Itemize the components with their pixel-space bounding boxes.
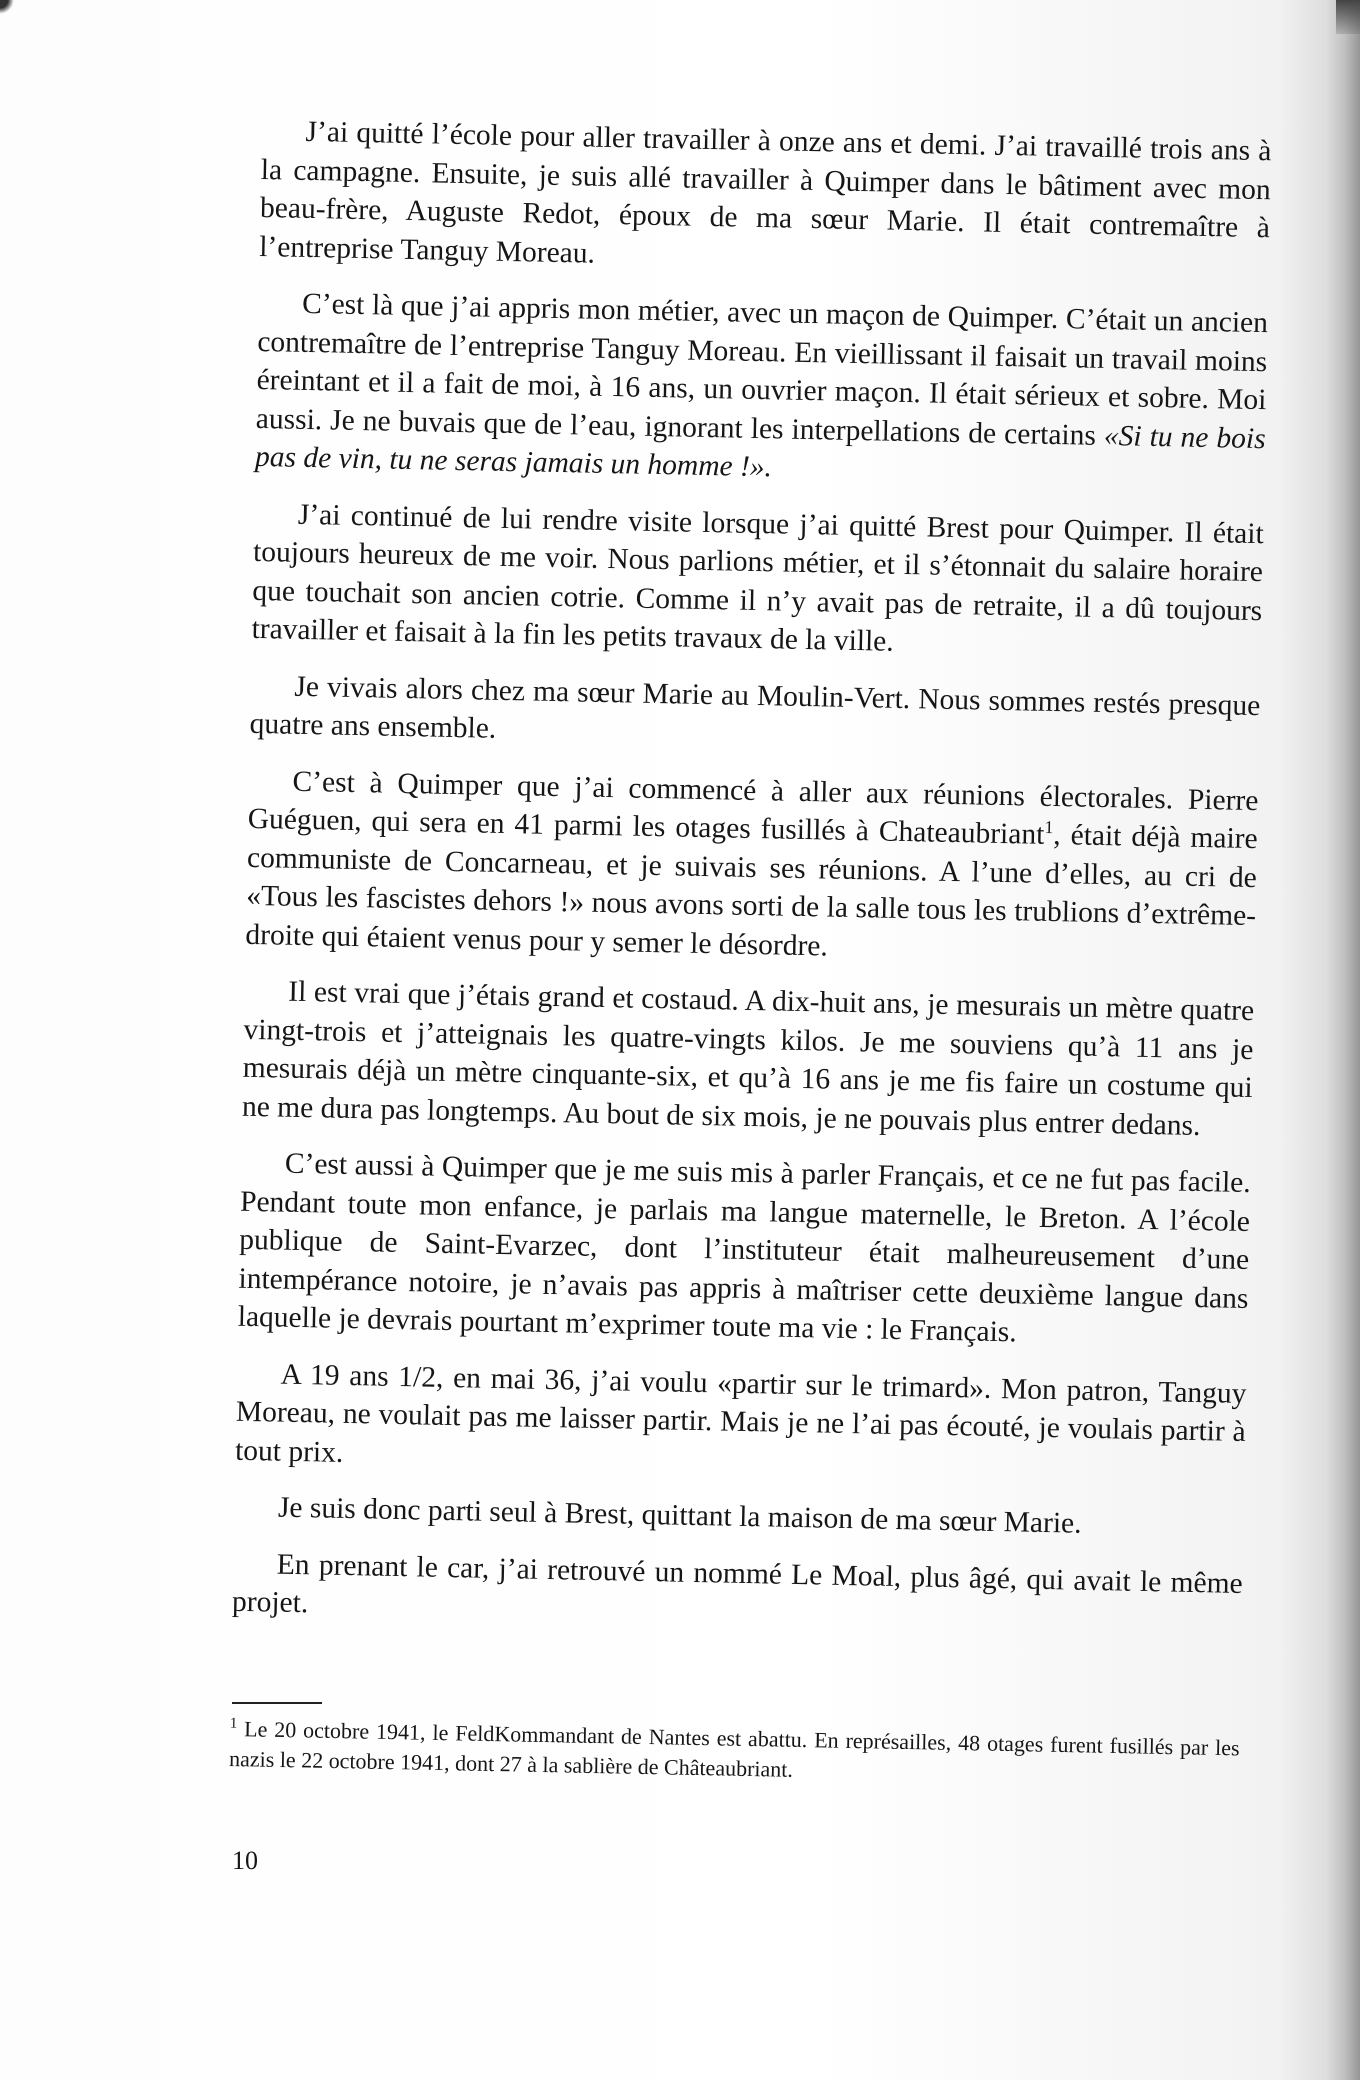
- paragraph-6: Il est vrai que j’étais grand et costaud. A dix-huit ans, je mesurais un mètre quatre vingt-trois et j’atteignais les quatre-vingts kilos. Je me souviens qu’à 11 ans je mesurais déjà un mètre cinquante-six, et qu’à 16 ans je me fis faire un costume qui ne me dura pas longtemps. Au bout de six mois, je ne pouvais plus entrer dedans.: [241, 975, 1255, 1142]
- footnote: [229, 1714, 1240, 1793]
- footnote-separator: [232, 1702, 322, 1704]
- scan-edge-blot: [1336, 0, 1360, 34]
- footnote-mark: 1: [229, 1715, 238, 1732]
- page-edge-shadow: [1326, 0, 1360, 2080]
- paragraph-3: J’ai continué de lui rendre visite lorsque j’ai quitté Brest pour Quimper. Il était toujours heureux de me voir. Nous parlions métier, et il s’étonnait du salaire horaire que touchait son ancien cotrie. Comme il n’y avait pas de retraite, il a dû toujours travailler et faisait à la fin les petits travaux de la ville.: [251, 498, 1265, 658]
- italic-quote: «Si tu ne bois pas de vin, tu ne seras jamais un homme !».: [254, 419, 1266, 484]
- main-text: [231, 112, 1271, 1659]
- paragraph-9: Je suis donc parti seul à Brest, quittant la maison de ma sœur Marie.: [277, 1491, 1082, 1540]
- scan-corner-mark: [0, 0, 14, 14]
- page-number: 10: [232, 1846, 258, 1875]
- footnote-text: Le 20 octobre 1941, le FeldKommandant de Nantes est abattu. En représailles, 48 otages furent fusillés par les nazis le 22 octobre 1941, dont 27 à la sablière de Châteaubriant.: [228, 1716, 1240, 1782]
- paragraph-5: [245, 761, 1259, 974]
- paragraph-7: C’est aussi à Quimper que je me suis mis à parler Français, et ce ne fut pas facile. Pendant toute mon enfance, je parlais ma langue maternelle, le Breton. A l’école publique de Saint-Evarzec, dont l’instituteur était malheureusement d’une intempérance notoire, je n’avais pas appris à maîtriser cette deuxième langue dans laquelle je devrais pourtant m’exprimer toute ma vie : le Français.: [237, 1147, 1252, 1349]
- paragraph-10: En prenant le car, j’ai retrouvé un nommé Le Moal, plus âgé, qui avait le même projet.: [231, 1548, 1243, 1620]
- paragraph-2: [255, 284, 1269, 497]
- paragraph-4: Je vivais alors chez ma sœur Marie au Moulin-Vert. Nous sommes restés presque quatre ans ensemble.: [249, 670, 1261, 745]
- paragraph-2-text: C’est là que j’ai appris mon métier, avec un maçon de Quimper. C’était un ancien contremaître de l’entreprise Tanguy Moreau. En vieillissant il faisait un travail moins éreintant et il a fait de moi, à 16 ans, un ouvrier maçon. Il était sérieux et sobre. Moi aussi. Je ne buvais que de l’eau, ignorant les interpellations de certains: [255, 287, 1269, 452]
- paragraph-1: J’ai quitté l’école pour aller travailler à onze ans et demi. J’ai travaillé trois ans à la campagne. Ensuite, je suis allé travailler à Quimper dans le bâtiment avec mon beau-frère, Auguste Redot, époux de ma sœur Marie. Il était contremaître à l’entreprise Tanguy Moreau.: [258, 115, 1272, 270]
- paragraph-8: A 19 ans 1/2, en mai 36, j’ai voulu «partir sur le trimard». Mon patron, Tanguy Moreau, ne voulait pas me laisser partir. Mais je ne l’ai pas écouté, je voulais partir à tout prix.: [234, 1358, 1247, 1469]
- paragraph-5-rest: , était déjà maire communiste de Concarneau, et je suivais ses réunions. A l’une d’elles, au cri de «Tous les fascistes dehors !» nous avons sorti de la salle tous les trublions d’extrême-droite qui étaient venus pour y semer le désordre.: [245, 819, 1258, 963]
- paragraph-5-text: C’est à Quimper que j’ai commencé à aller aux réunions électorales. Pierre Guéguen, qui sera en 41 parmi les otages fusillés à Chateaubriant: [247, 765, 1259, 851]
- footnote-reference: 1: [1044, 817, 1054, 838]
